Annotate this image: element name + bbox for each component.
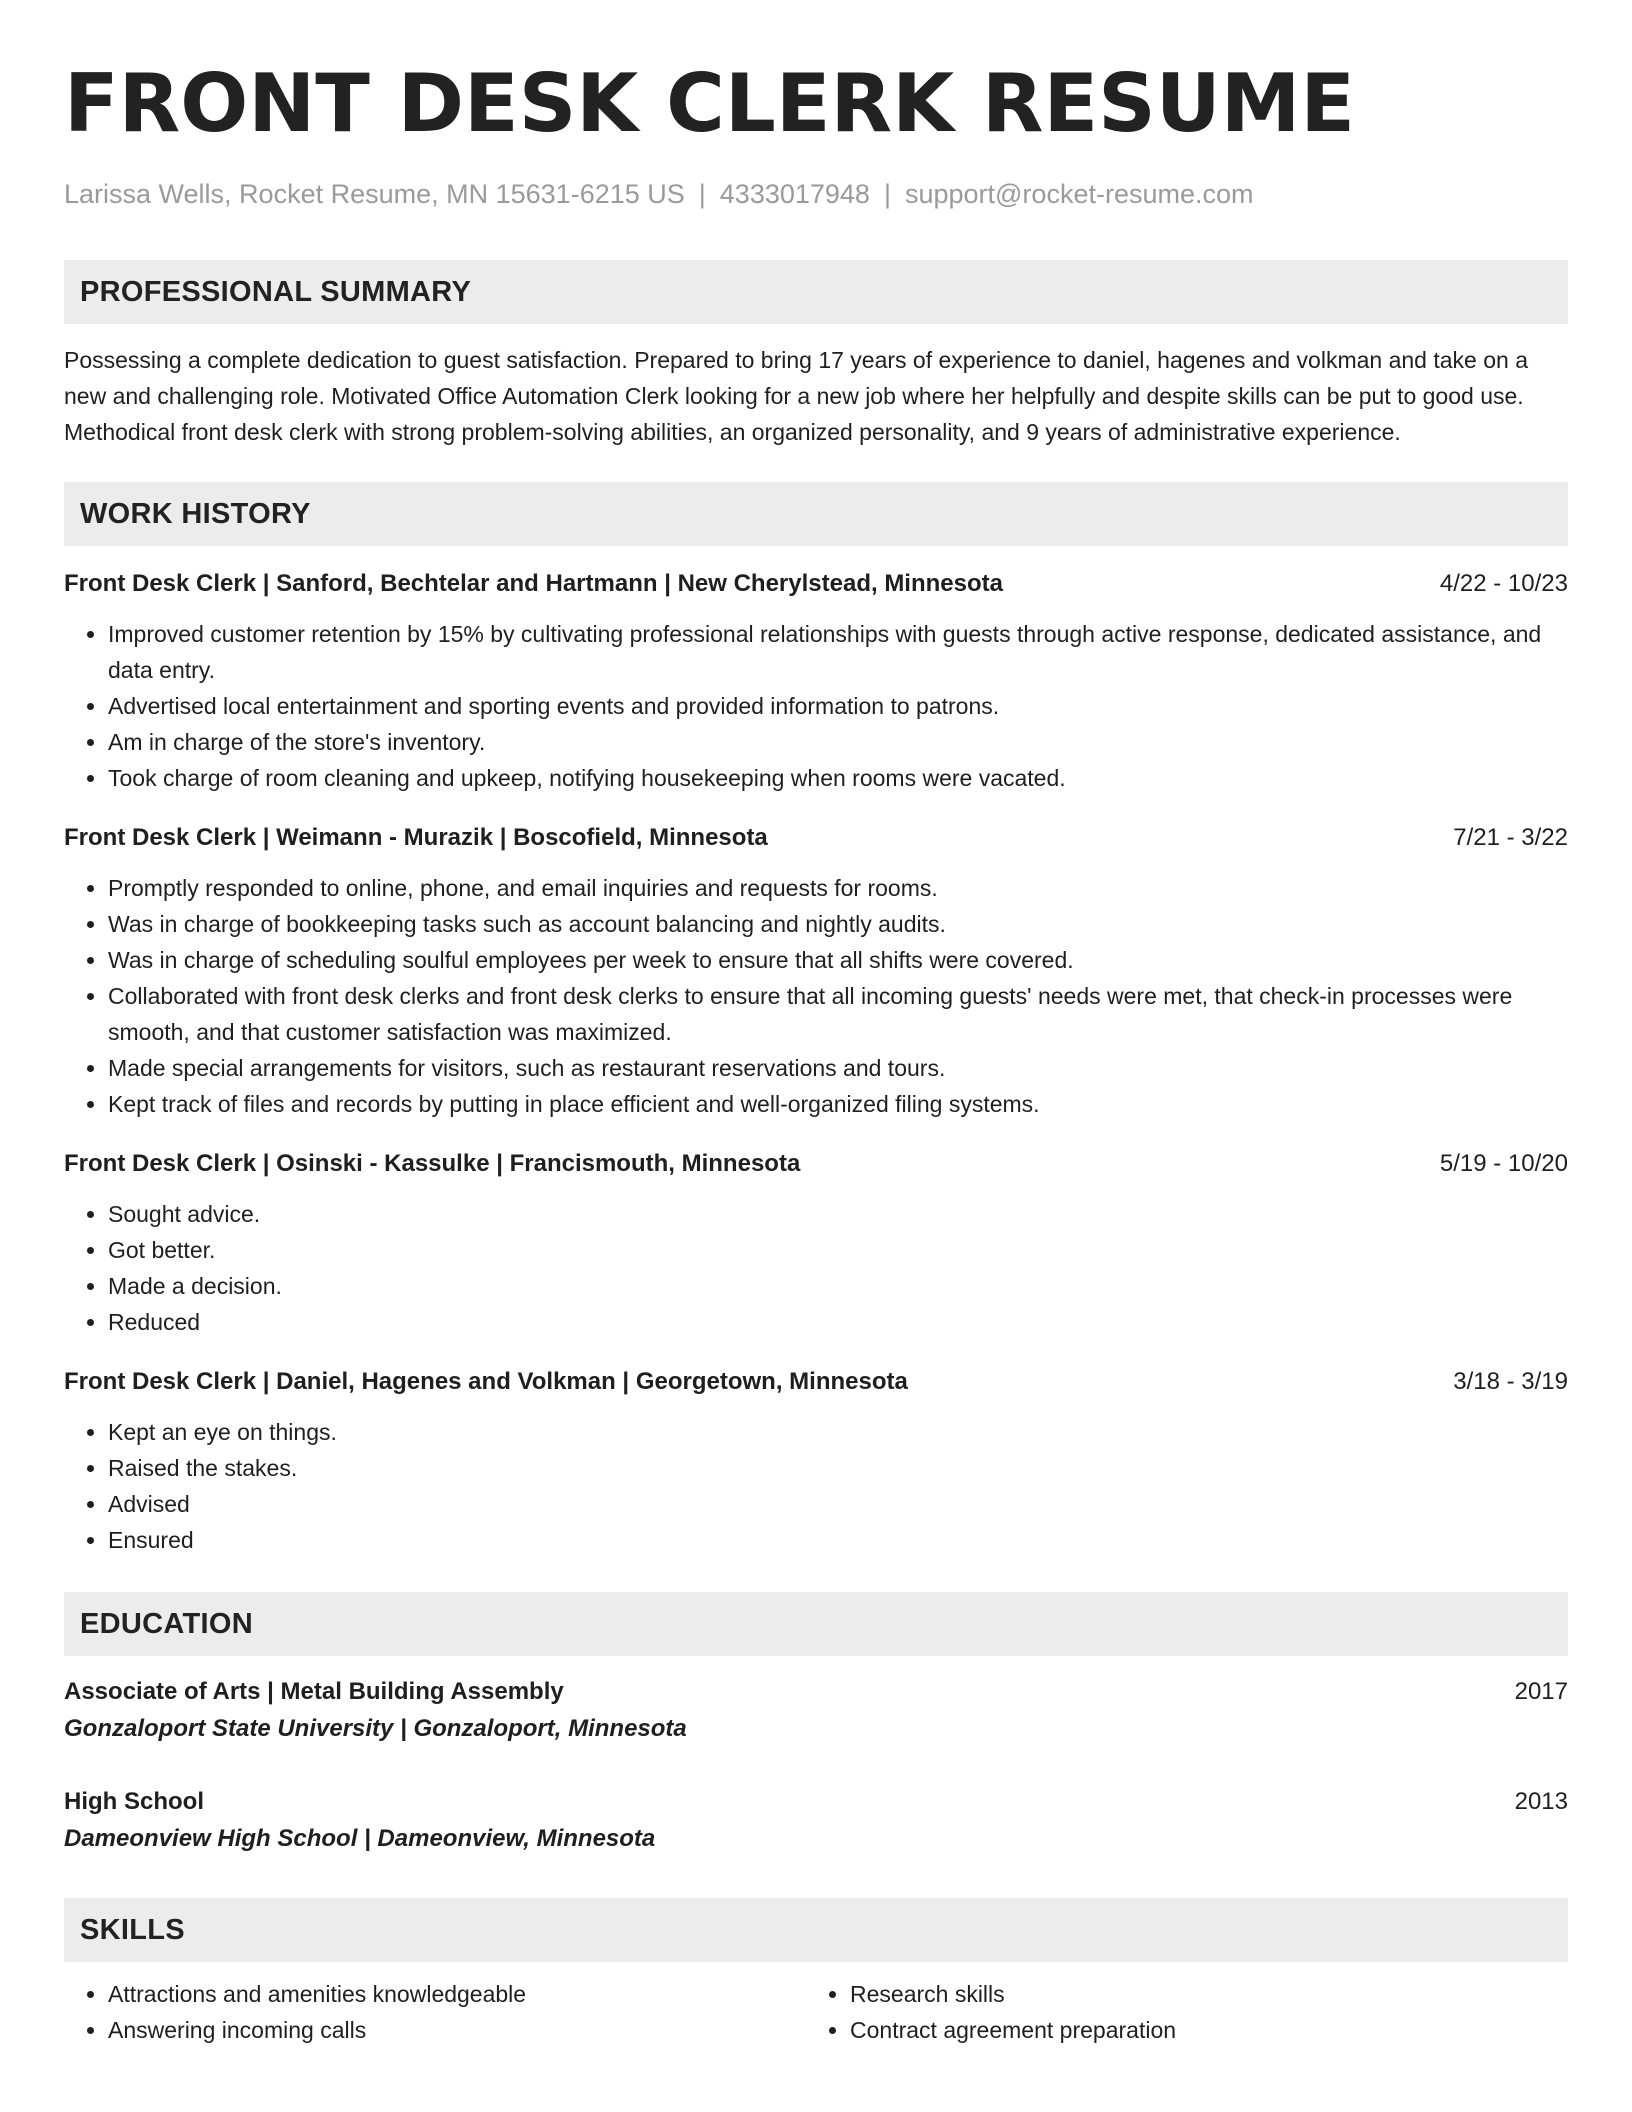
section-heading-education: EDUCATION [64, 1592, 1568, 1656]
job-bullets [64, 870, 1568, 1122]
education-entry [64, 1784, 1568, 1858]
education-school: Dameonview High School | Dameonview, Minnesota [64, 1825, 656, 1852]
job-title: Front Desk Clerk | Weimann - Murazik | Boscofield, Minnesota [64, 824, 768, 851]
job-bullet: • Reduced [108, 1304, 1568, 1340]
skill-item: • Answering incoming calls [108, 2012, 806, 2048]
contact-address: Larissa Wells, Rocket Resume, MN 15631-6215 US [64, 179, 685, 209]
contact-line [64, 176, 1568, 212]
job-bullets [64, 616, 1568, 796]
job-bullet: • Kept track of files and records by putting in place efficient and well-organized filing systems. [108, 1086, 1568, 1122]
work-history-list [64, 566, 1568, 1558]
job-bullet: • Sought advice. [108, 1196, 1568, 1232]
job-title: Front Desk Clerk | Daniel, Hagenes and Volkman | Georgetown, Minnesota [64, 1368, 908, 1395]
job-title: Front Desk Clerk | Osinski - Kassulke | Francismouth, Minnesota [64, 1150, 801, 1177]
contact-phone: 4333017948 [719, 179, 870, 209]
job-date: 5/19 - 10/20 [1439, 1150, 1568, 1177]
contact-email: support@rocket-resume.com [904, 179, 1254, 209]
section-heading-work-history: WORK HISTORY [64, 482, 1568, 546]
section-heading-summary: PROFESSIONAL SUMMARY [64, 260, 1568, 324]
skills-column-right [806, 1976, 1548, 2048]
job-bullet: • Ensured [108, 1522, 1568, 1558]
contact-separator: | [883, 179, 891, 209]
resume-title: FRONT DESK CLERK RESUME [64, 57, 1356, 150]
job-bullet: • Advertised local entertainment and sporting events and provided information to patrons. [108, 688, 1568, 724]
summary-text: Possessing a complete dedication to guest satisfaction. Prepared to bring 17 years of experience to daniel, hagenes and volkman and take on a new and challenging role. Motivated Office Automation Clerk looking for a new job where her helpfully and despite skills can be put to good use. Methodical front desk clerk with strong problem-solving abilities, an organized personality, and 9 years of administrative experience. [64, 347, 1528, 445]
job-entry [64, 820, 1568, 1122]
education-year: 2017 [1514, 1678, 1568, 1705]
education-degree: Associate of Arts | Metal Building Assembly [64, 1678, 564, 1705]
skills-list [64, 1976, 1568, 2048]
education-school: Gonzaloport State University | Gonzaloport, Minnesota [64, 1715, 687, 1742]
job-bullet: • Collaborated with front desk clerks and front desk clerks to ensure that all incoming guests' needs were met, that check-in processes were smooth, and that customer satisfaction was maximized. [108, 978, 1568, 1050]
job-bullet: • Improved customer retention by 15% by cultivating professional relationships with guests through active response, dedicated assistance, and data entry. [108, 616, 1568, 688]
job-bullet: • Was in charge of bookkeeping tasks such as account balancing and nightly audits. [108, 906, 1568, 942]
skill-item: • Research skills [850, 1976, 1548, 2012]
education-degree: High School [64, 1788, 204, 1815]
job-bullet: • Kept an eye on things. [108, 1414, 1568, 1450]
job-entry [64, 1364, 1568, 1558]
job-date: 3/18 - 3/19 [1453, 1368, 1568, 1395]
job-bullet: • Made special arrangements for visitors, such as restaurant reservations and tours. [108, 1050, 1568, 1086]
job-entry [64, 566, 1568, 796]
job-bullet: • Made a decision. [108, 1268, 1568, 1304]
education-entry [64, 1674, 1568, 1748]
job-bullet: • Got better. [108, 1232, 1568, 1268]
education-year: 2013 [1514, 1788, 1568, 1815]
section-heading-skills: SKILLS [64, 1898, 1568, 1962]
job-date: 7/21 - 3/22 [1453, 824, 1568, 851]
contact-separator: | [698, 179, 706, 209]
job-bullet: • Took charge of room cleaning and upkeep, notifying housekeeping when rooms were vacated. [108, 760, 1568, 796]
job-bullet: • Promptly responded to online, phone, and email inquiries and requests for rooms. [108, 870, 1568, 906]
skill-item: • Attractions and amenities knowledgeable [108, 1976, 806, 2012]
job-bullets [64, 1196, 1568, 1340]
job-bullet: • Advised [108, 1486, 1568, 1522]
job-bullet: • Am in charge of the store's inventory. [108, 724, 1568, 760]
job-title: Front Desk Clerk | Sanford, Bechtelar and Hartmann | New Cherylstead, Minnesota [64, 570, 1003, 597]
job-bullet: • Raised the stakes. [108, 1450, 1568, 1486]
job-date: 4/22 - 10/23 [1439, 570, 1568, 597]
job-bullets [64, 1414, 1568, 1558]
skill-item: • Contract agreement preparation [850, 2012, 1548, 2048]
job-entry [64, 1146, 1568, 1340]
job-bullet: • Was in charge of scheduling soulful employees per week to ensure that all shifts were covered. [108, 942, 1568, 978]
skills-column-left [64, 1976, 806, 2048]
